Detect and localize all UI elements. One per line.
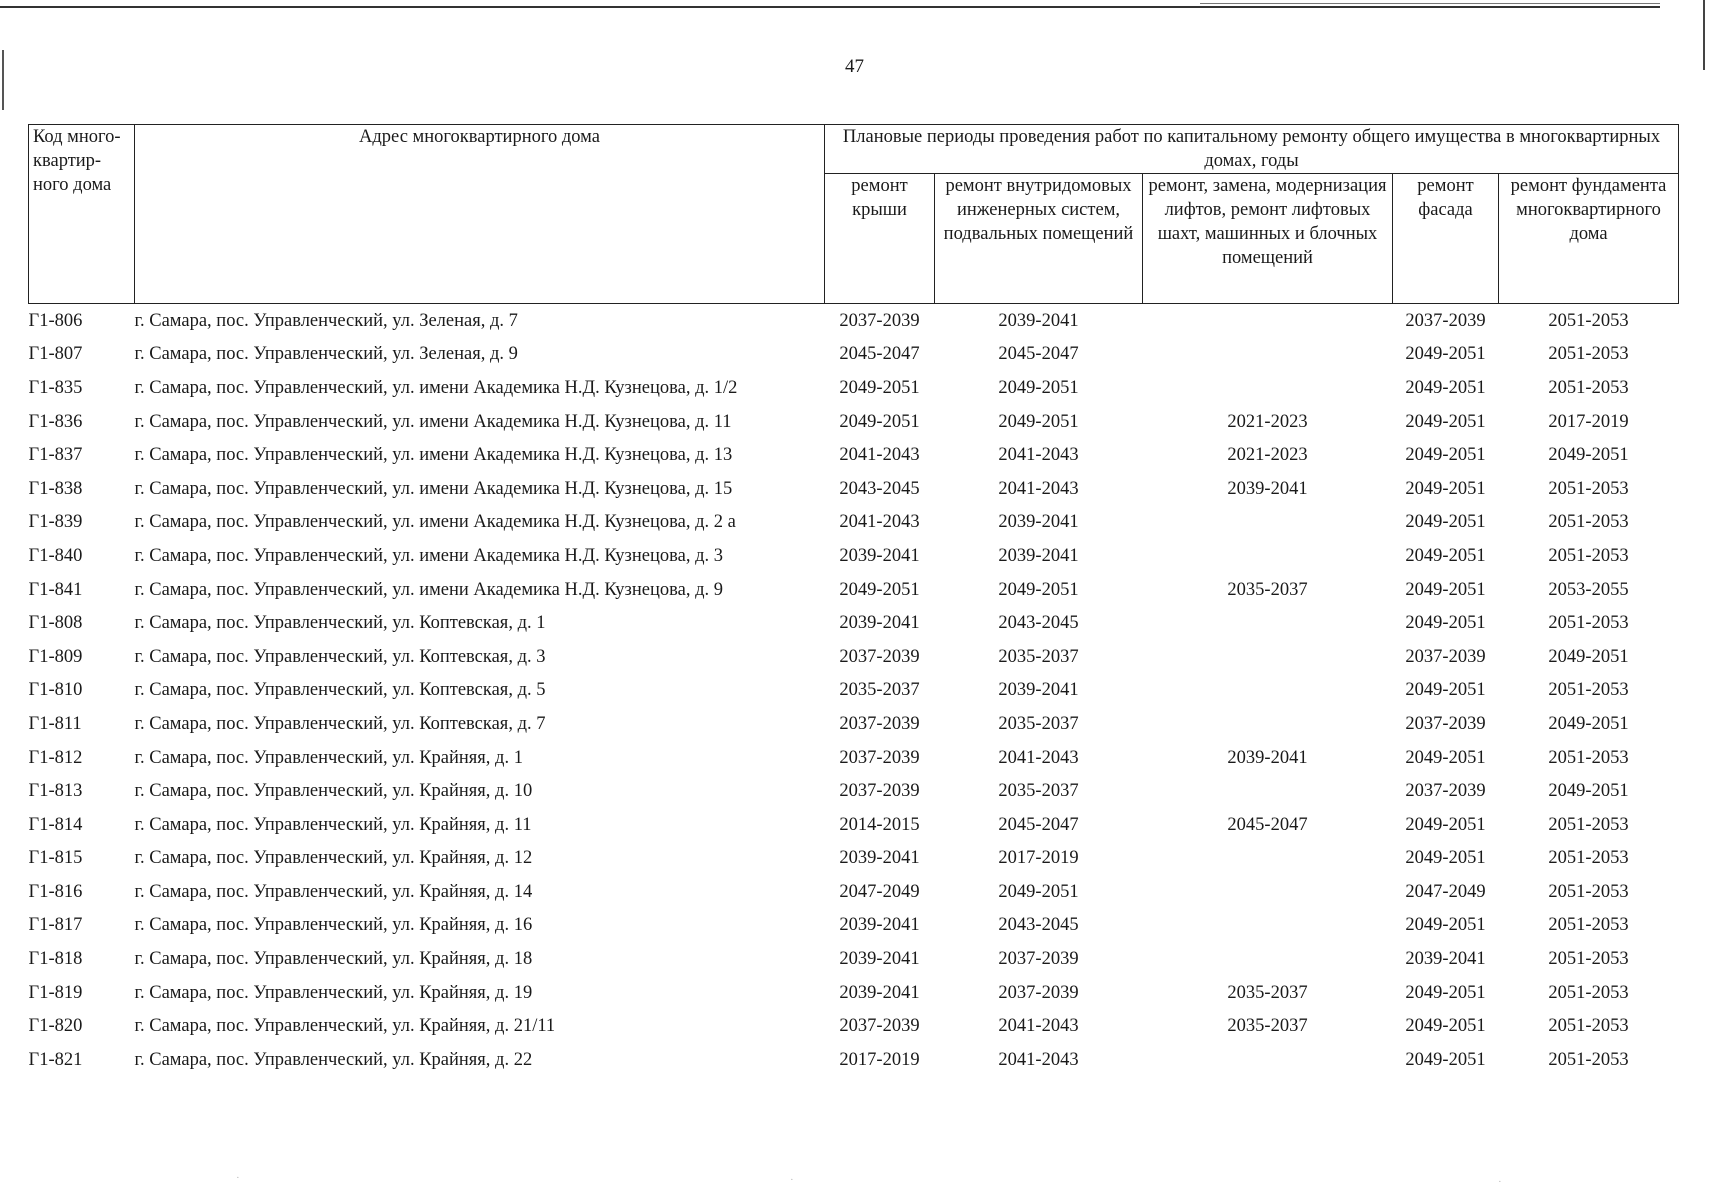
- cell-engineering: 2041-2043: [998, 478, 1079, 499]
- cell-address: г. Самара, пос. Управленческий, ул. Коптевская, д. 5: [134, 680, 546, 701]
- cell-address: г. Самара, пос. Управленческий, ул. Крайняя, д. 18: [134, 949, 533, 970]
- cell-elevators: 2021-2023: [1227, 445, 1308, 466]
- cell-roof: 2037-2039: [839, 1016, 920, 1037]
- cell-address: г. Самара, пос. Управленческий, ул. Коптевская, д. 1: [134, 613, 546, 634]
- cell-foundation: 2051-2053: [1548, 1016, 1629, 1037]
- cell-facade: 2047-2049: [1405, 881, 1486, 902]
- cell-engineering: 2039-2041: [998, 545, 1079, 566]
- scan-speck: ·: [1498, 1176, 1502, 1188]
- table-row: [29, 539, 1679, 573]
- cell-code: Г1-820: [28, 1016, 83, 1037]
- cell-facade: 2049-2051: [1405, 1016, 1486, 1037]
- cell-facade: 2049-2051: [1405, 445, 1486, 466]
- cell-code: Г1-809: [28, 646, 83, 667]
- cell-engineering: 2039-2041: [998, 512, 1079, 533]
- cell-foundation: 2017-2019: [1548, 411, 1629, 432]
- table-row: [29, 942, 1679, 976]
- table-row: [29, 1043, 1679, 1077]
- cell-engineering: 2045-2047: [998, 344, 1079, 365]
- cell-code: Г1-837: [28, 445, 83, 466]
- cell-roof: 2049-2051: [839, 411, 920, 432]
- cell-roof: 2039-2041: [839, 915, 920, 936]
- cell-elevators: [1143, 338, 1393, 372]
- cell-address: г. Самара, пос. Управленческий, ул. имени Академика Н.Д. Кузнецова, д. 15: [134, 478, 733, 499]
- cell-engineering: 2037-2039: [998, 949, 1079, 970]
- cell-roof: 2043-2045: [839, 478, 920, 499]
- cell-code: Г1-839: [28, 512, 83, 533]
- table-row: [29, 875, 1679, 909]
- cell-elevators: [1143, 875, 1393, 909]
- cell-address: г. Самара, пос. Управленческий, ул. Крайняя, д. 11: [134, 814, 532, 835]
- cell-roof: 2039-2041: [839, 982, 920, 1003]
- table-row: [29, 976, 1679, 1010]
- cell-facade: 2049-2051: [1405, 680, 1486, 701]
- cell-elevators: [1143, 539, 1393, 573]
- cell-foundation: 2051-2053: [1548, 848, 1629, 869]
- cell-foundation: 2051-2053: [1548, 478, 1629, 499]
- cell-foundation: 2051-2053: [1548, 881, 1629, 902]
- cell-foundation: 2051-2053: [1548, 680, 1629, 701]
- header-elevators: ремонт, замена, модернизация лифтов, ремонт лифтовых шахт, машинных и блочных помещений: [1143, 174, 1393, 304]
- cell-code: Г1-813: [28, 781, 83, 802]
- header-address: Адрес многоквартирного дома: [135, 125, 825, 304]
- cell-code: Г1-816: [28, 881, 83, 902]
- cell-foundation: 2051-2053: [1548, 545, 1629, 566]
- cell-code: Г1-840: [28, 545, 83, 566]
- header-engineering: ремонт внутридомовых инженерных систем, подвальных помещений: [935, 174, 1143, 304]
- cell-address: г. Самара, пос. Управленческий, ул. Крайняя, д. 14: [134, 881, 533, 902]
- scan-speck: ·: [236, 1172, 240, 1184]
- header-roof: ремонт крыши: [825, 174, 935, 304]
- cell-engineering: 2041-2043: [998, 1016, 1079, 1037]
- cell-code: Г1-812: [28, 747, 83, 768]
- table-row: [29, 774, 1679, 808]
- cell-code: Г1-817: [28, 915, 83, 936]
- cell-address: г. Самара, пос. Управленческий, ул. имени Академика Н.Д. Кузнецова, д. 11: [134, 411, 732, 432]
- cell-code: Г1-821: [28, 1049, 83, 1070]
- table-row: [29, 606, 1679, 640]
- cell-elevators: [1143, 774, 1393, 808]
- cell-facade: 2049-2051: [1405, 478, 1486, 499]
- cell-engineering: 2035-2037: [998, 646, 1079, 667]
- cell-roof: 2017-2019: [839, 1049, 920, 1070]
- cell-address: г. Самара, пос. Управленческий, ул. Коптевская, д. 7: [134, 713, 546, 734]
- cell-code: Г1-806: [28, 310, 83, 331]
- cell-foundation: 2051-2053: [1548, 814, 1629, 835]
- cell-roof: 2037-2039: [839, 747, 920, 768]
- cell-engineering: 2041-2043: [998, 445, 1079, 466]
- cell-foundation: 2051-2053: [1548, 613, 1629, 634]
- cell-elevators: [1143, 909, 1393, 943]
- table-row: [29, 1009, 1679, 1043]
- cell-elevators: [1143, 304, 1393, 338]
- cell-elevators: [1143, 842, 1393, 876]
- scan-speck: ·: [790, 1174, 794, 1186]
- table-header-row: [29, 125, 1679, 174]
- table-row: [29, 338, 1679, 372]
- cell-code: Г1-838: [28, 478, 83, 499]
- table-row: [29, 573, 1679, 607]
- cell-foundation: 2049-2051: [1548, 713, 1629, 734]
- cell-address: г. Самара, пос. Управленческий, ул. имени Академика Н.Д. Кузнецова, д. 1/2: [134, 377, 738, 398]
- cell-code: Г1-814: [28, 814, 83, 835]
- cell-roof: 2037-2039: [839, 713, 920, 734]
- cell-foundation: 2051-2053: [1548, 344, 1629, 365]
- cell-elevators: 2035-2037: [1227, 1016, 1308, 1037]
- cell-elevators: [1143, 674, 1393, 708]
- table-row: [29, 808, 1679, 842]
- table-row: [29, 506, 1679, 540]
- scan-border-top-faint: [1200, 3, 1660, 4]
- table-row: [29, 674, 1679, 708]
- cell-code: Г1-811: [28, 713, 82, 734]
- cell-elevators: 2021-2023: [1227, 411, 1308, 432]
- cell-foundation: 2051-2053: [1548, 949, 1629, 970]
- cell-roof: 2014-2015: [839, 814, 920, 835]
- cell-foundation: 2051-2053: [1548, 747, 1629, 768]
- cell-address: г. Самара, пос. Управленческий, ул. Крайняя, д. 21/11: [134, 1016, 556, 1037]
- header-periods: Плановые периоды проведения работ по капитальному ремонту общего имущества в многоквартирных домах, годы: [825, 125, 1679, 174]
- cell-engineering: 2043-2045: [998, 613, 1079, 634]
- cell-roof: 2049-2051: [839, 579, 920, 600]
- header-facade: ремонт фасада: [1393, 174, 1499, 304]
- cell-roof: 2047-2049: [839, 881, 920, 902]
- cell-facade: 2039-2041: [1405, 949, 1486, 970]
- cell-code: Г1-815: [28, 848, 83, 869]
- cell-elevators: [1143, 1043, 1393, 1077]
- cell-engineering: 2039-2041: [998, 310, 1079, 331]
- table-row: [29, 909, 1679, 943]
- cell-roof: 2039-2041: [839, 545, 920, 566]
- cell-elevators: [1143, 640, 1393, 674]
- cell-roof: 2045-2047: [839, 344, 920, 365]
- cell-code: Г1-819: [28, 982, 83, 1003]
- cell-elevators: [1143, 371, 1393, 405]
- cell-foundation: 2051-2053: [1548, 512, 1629, 533]
- cell-elevators: [1143, 606, 1393, 640]
- cell-roof: 2039-2041: [839, 848, 920, 869]
- cell-elevators: [1143, 707, 1393, 741]
- cell-code: Г1-836: [28, 411, 83, 432]
- cell-roof: 2037-2039: [839, 310, 920, 331]
- cell-facade: 2049-2051: [1405, 747, 1486, 768]
- cell-elevators: [1143, 506, 1393, 540]
- cell-facade: 2049-2051: [1405, 377, 1486, 398]
- cell-engineering: 2017-2019: [998, 848, 1079, 869]
- cell-facade: 2037-2039: [1405, 310, 1486, 331]
- table-row: [29, 842, 1679, 876]
- cell-engineering: 2049-2051: [998, 881, 1079, 902]
- cell-foundation: 2051-2053: [1548, 377, 1629, 398]
- cell-facade: 2049-2051: [1405, 512, 1486, 533]
- cell-address: г. Самара, пос. Управленческий, ул. Крайняя, д. 19: [134, 982, 533, 1003]
- cell-facade: 2049-2051: [1405, 915, 1486, 936]
- cell-address: г. Самара, пос. Управленческий, ул. Крайняя, д. 10: [134, 781, 533, 802]
- cell-facade: 2049-2051: [1405, 579, 1486, 600]
- cell-roof: 2037-2039: [839, 781, 920, 802]
- cell-address: г. Самара, пос. Управленческий, ул. имени Академика Н.Д. Кузнецова, д. 9: [134, 579, 723, 600]
- cell-foundation: 2051-2053: [1548, 915, 1629, 936]
- page-number: 47: [845, 56, 864, 77]
- cell-elevators: 2039-2041: [1227, 478, 1308, 499]
- cell-address: г. Самара, пос. Управленческий, ул. Крайняя, д. 16: [134, 915, 533, 936]
- table-row: [29, 371, 1679, 405]
- cell-foundation: 2049-2051: [1548, 646, 1629, 667]
- table-row: [29, 741, 1679, 775]
- scan-border-top: [0, 6, 1660, 8]
- table-row: [29, 405, 1679, 439]
- cell-engineering: 2041-2043: [998, 1049, 1079, 1070]
- cell-code: Г1-818: [28, 949, 83, 970]
- table-row: [29, 438, 1679, 472]
- cell-roof: 2049-2051: [839, 377, 920, 398]
- repair-schedule-table: [28, 124, 1679, 1077]
- cell-elevators: 2039-2041: [1227, 747, 1308, 768]
- cell-engineering: 2041-2043: [998, 747, 1079, 768]
- cell-facade: 2049-2051: [1405, 814, 1486, 835]
- cell-roof: 2041-2043: [839, 512, 920, 533]
- cell-address: г. Самара, пос. Управленческий, ул. имени Академика Н.Д. Кузнецова, д. 13: [134, 445, 733, 466]
- header-foundation: ремонт фундамента многоквартирного дома: [1499, 174, 1679, 304]
- cell-engineering: 2035-2037: [998, 781, 1079, 802]
- cell-address: г. Самара, пос. Управленческий, ул. Крайняя, д. 12: [134, 848, 533, 869]
- cell-foundation: 2049-2051: [1548, 781, 1629, 802]
- cell-engineering: 2049-2051: [998, 377, 1079, 398]
- cell-elevators: [1143, 942, 1393, 976]
- cell-address: г. Самара, пос. Управленческий, ул. Зеленая, д. 7: [134, 310, 518, 331]
- cell-foundation: 2051-2053: [1548, 1049, 1629, 1070]
- cell-code: Г1-841: [28, 579, 83, 600]
- table-row: [29, 472, 1679, 506]
- cell-address: г. Самара, пос. Управленческий, ул. Коптевская, д. 3: [134, 646, 546, 667]
- cell-roof: 2035-2037: [839, 680, 920, 701]
- cell-roof: 2041-2043: [839, 445, 920, 466]
- table-row: [29, 707, 1679, 741]
- cell-facade: 2049-2051: [1405, 613, 1486, 634]
- cell-facade: 2049-2051: [1405, 411, 1486, 432]
- cell-facade: 2037-2039: [1405, 646, 1486, 667]
- cell-code: Г1-810: [28, 680, 83, 701]
- table-row: [29, 304, 1679, 338]
- table-row: [29, 640, 1679, 674]
- cell-facade: 2049-2051: [1405, 982, 1486, 1003]
- cell-facade: 2037-2039: [1405, 781, 1486, 802]
- cell-elevators: 2045-2047: [1227, 814, 1308, 835]
- cell-engineering: 2035-2037: [998, 713, 1079, 734]
- cell-foundation: 2049-2051: [1548, 445, 1629, 466]
- cell-roof: 2039-2041: [839, 949, 920, 970]
- header-code: Код много-квартир-ного дома: [29, 125, 135, 304]
- table-body: [29, 304, 1679, 1077]
- cell-elevators: 2035-2037: [1227, 982, 1308, 1003]
- cell-facade: 2037-2039: [1405, 713, 1486, 734]
- cell-roof: 2039-2041: [839, 613, 920, 634]
- cell-code: Г1-807: [28, 344, 83, 365]
- cell-facade: 2049-2051: [1405, 344, 1486, 365]
- cell-engineering: 2049-2051: [998, 579, 1079, 600]
- cell-facade: 2049-2051: [1405, 1049, 1486, 1070]
- cell-engineering: 2043-2045: [998, 915, 1079, 936]
- cell-address: г. Самара, пос. Управленческий, ул. Крайняя, д. 1: [134, 747, 523, 768]
- cell-address: г. Самара, пос. Управленческий, ул. имени Академика Н.Д. Кузнецова, д. 3: [134, 545, 723, 566]
- cell-foundation: 2051-2053: [1548, 982, 1629, 1003]
- cell-code: Г1-808: [28, 613, 83, 634]
- cell-engineering: 2045-2047: [998, 814, 1079, 835]
- cell-foundation: 2051-2053: [1548, 310, 1629, 331]
- cell-address: г. Самара, пос. Управленческий, ул. имени Академика Н.Д. Кузнецова, д. 2 а: [134, 512, 736, 533]
- cell-engineering: 2037-2039: [998, 982, 1079, 1003]
- cell-elevators: 2035-2037: [1227, 579, 1308, 600]
- cell-address: г. Самара, пос. Управленческий, ул. Крайняя, д. 22: [134, 1049, 533, 1070]
- cell-facade: 2049-2051: [1405, 545, 1486, 566]
- cell-foundation: 2053-2055: [1548, 579, 1629, 600]
- cell-facade: 2049-2051: [1405, 848, 1486, 869]
- cell-code: Г1-835: [28, 377, 83, 398]
- cell-address: г. Самара, пос. Управленческий, ул. Зеленая, д. 9: [134, 344, 518, 365]
- cell-engineering: 2049-2051: [998, 411, 1079, 432]
- cell-engineering: 2039-2041: [998, 680, 1079, 701]
- cell-roof: 2037-2039: [839, 646, 920, 667]
